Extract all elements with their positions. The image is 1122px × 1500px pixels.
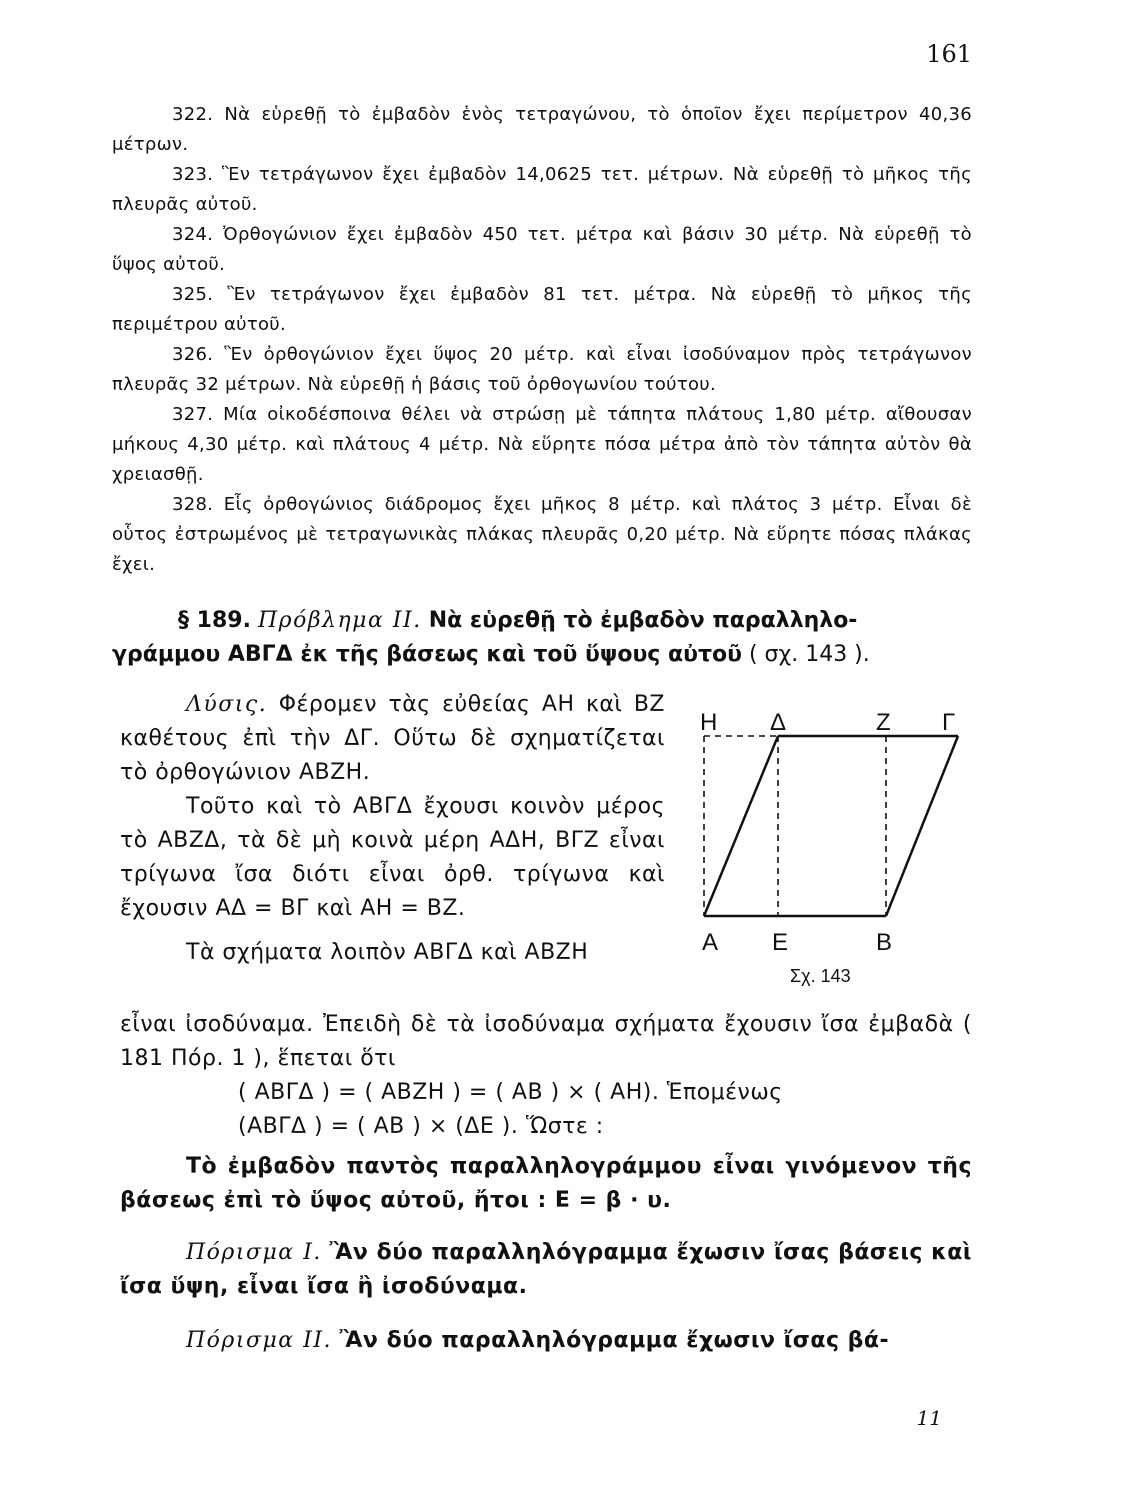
equation-2: (ΑΒΓΔ ) = ( ΑΒ ) × (ΔΕ ). Ὥστε : [238,1114,604,1139]
section-number: § 189. [178,608,251,633]
section-title-line-2 [112,638,972,672]
parallelogram-figure [690,700,980,1000]
figure-caption: Σχ. 143 [790,966,851,986]
porisma-2 [120,1324,972,1358]
exercise-list [112,100,972,580]
porisma-2-text: Ἂν δύο παραλληλόγραμμα ἔχωσιν ἴσας βά- [339,1328,890,1353]
exercise-323: 323. Ἓν τετράγωνον ἔχει ἐμβαδὸν 14,0625 τετ. μέτρων. Νὰ εὑρεθῇ τὸ μῆκος τῆς πλευρᾶς αὐτοῦ. [112,164,972,215]
porisma-1-text: Ἂν δύο παραλληλόγραμμα ἔχωσιν ἴσας βάσεις καὶ ἴσα ὕψη, εἶναι ἴσα ἢ ἰσοδύναμα. [120,1240,972,1299]
area-rule [120,1150,972,1218]
label-E: Ε [772,929,789,956]
exercise-328: 328. Εἷς ὀρθογώνιος διάδρομος ἔχει μῆκος 8 μέτρ. καὶ πλάτος 3 μέτρ. Εἶναι δὲ οὗτος ἐστρωμένος μὲ τετραγωνικὰς πλάκας πλευρᾶς 0,20 μέτρ. Νὰ εὕρητε πόσας πλάκας ἔχει. [112,494,972,575]
porisma-1-label: Πόρισμα I. [186,1240,322,1265]
solution-paragraph-1 [120,688,665,790]
exercise-325: 325. Ἓν τετράγωνον ἔχει ἐμβαδὸν 81 τετ. μέτρα. Νὰ εὑρεθῇ τὸ μῆκος τῆς περιμέτρου αὐτοῦ. [112,284,972,335]
solution-column [120,688,665,970]
solution-label: Λύσις. [186,692,268,717]
exercise-326: 326. Ἓν ὀρθογώνιον ἔχει ὕψος 20 μέτρ. καὶ εἶναι ἰσοδύναμον πρὸς τετράγωνον πλευρᾶς 32 μέτρων. Νὰ εὑρεθῇ ἡ βάσις τοῦ ὀρθογωνίου τούτου. [112,344,972,395]
exercise-327: 327. Μία οἰκοδέσποινα θέλει νὰ στρώσῃ μὲ τάπητα πλάτους 1,80 μέτρ. αἴθουσαν μήκους 4,30 μέτρ. καὶ πλάτους 4 μέτρ. Νὰ εὕρητε πόσα μέτρα ἀπὸ τὸν τάπητα αὐτὸν θὰ χρειασθῇ. [112,404,972,485]
section-heading [112,604,972,672]
label-G: Γ [942,709,956,736]
section-figure-ref: ( σχ. 143 ). [748,642,870,667]
solution-paragraph-3-start: Τὰ σχήματα λοιπὸν ΑΒΓΔ καὶ ΑΒΖΗ [186,940,589,965]
equation-1: ( ΑΒΓΔ ) = ( ΑΒΖΗ ) = ( ΑΒ ) × ( ΑΗ). Ἑπομένως [238,1080,783,1105]
porisma-1 [120,1236,972,1304]
section-title-line-1 [178,604,972,638]
label-H: Η [700,709,718,736]
signature-mark: 11 [916,1406,942,1430]
area-rule-text: Τὸ ἐμβαδὸν παντὸς παραλληλογράμμου εἶναι γινόμενον τῆς βάσεως ἐπὶ τὸ ὕψος αὐτοῦ, ἤτοι : Ε = β · υ. [120,1154,972,1213]
page-number: 161 [926,40,972,68]
label-A: Α [702,929,719,956]
section-title-part-2: γράμμου ΑΒΓΔ ἐκ τῆς βάσεως καὶ τοῦ ὕψους αὐτοῦ [112,642,742,667]
porisma-2-label: Πόρισμα II. [186,1328,333,1353]
solution-continued [120,1008,972,1144]
label-D: Δ [770,709,787,736]
side-BG [886,736,958,916]
exercise-322: 322. Νὰ εὑρεθῇ τὸ ἐμβαδὸν ἑνὸς τετραγώνου, τὸ ὁποῖον ἔχει περίμετρον 40,36 μέτρων. [112,104,972,155]
label-B: Β [876,929,893,956]
exercise-324: 324. Ὀρθογώνιον ἔχει ἐμβαδὸν 450 τετ. μέτρα καὶ βάσιν 30 μέτρ. Νὰ εὑρεθῇ τὸ ὕψος αὐτοῦ. [112,224,972,275]
section-title-part-1: Νὰ εὑρεθῇ τὸ ἐμβαδὸν παραλληλο- [428,608,858,633]
label-Z: Ζ [876,709,891,736]
solution-paragraph-3-rest: εἶναι ἰσοδύναμα. Ἐπειδὴ δὲ τὰ ἰσοδύναμα σχήματα ἔχουσιν ἴσα ἐμβαδὰ ( 181 Πόρ. 1 ), ἕπεται ὅτι [120,1012,972,1071]
section-label: Πρόβλημα II. [257,608,422,633]
solution-paragraph-2: Τοῦτο καὶ τὸ ΑΒΓΔ ἔχουσι κοινὸν μέρος τὸ ΑΒΖΔ, τὰ δὲ μὴ κοινὰ μέρη ΑΔΗ, ΒΓΖ εἶναι τρίγωνα ἴσα διότι εἶναι ὀρθ. τρίγωνα καὶ ἔχουσιν ΑΔ = ΒΓ καὶ ΑΗ = ΒΖ. [120,794,665,921]
solution-text-1: Φέρομεν τὰς εὐθείας ΑΗ καὶ ΒΖ καθέτους ἐπὶ τὴν ΔΓ. Οὕτω δὲ σχηματίζεται τὸ ὀρθογώνιον ΑΒΖΗ. [120,692,665,785]
side-AD [704,736,778,916]
